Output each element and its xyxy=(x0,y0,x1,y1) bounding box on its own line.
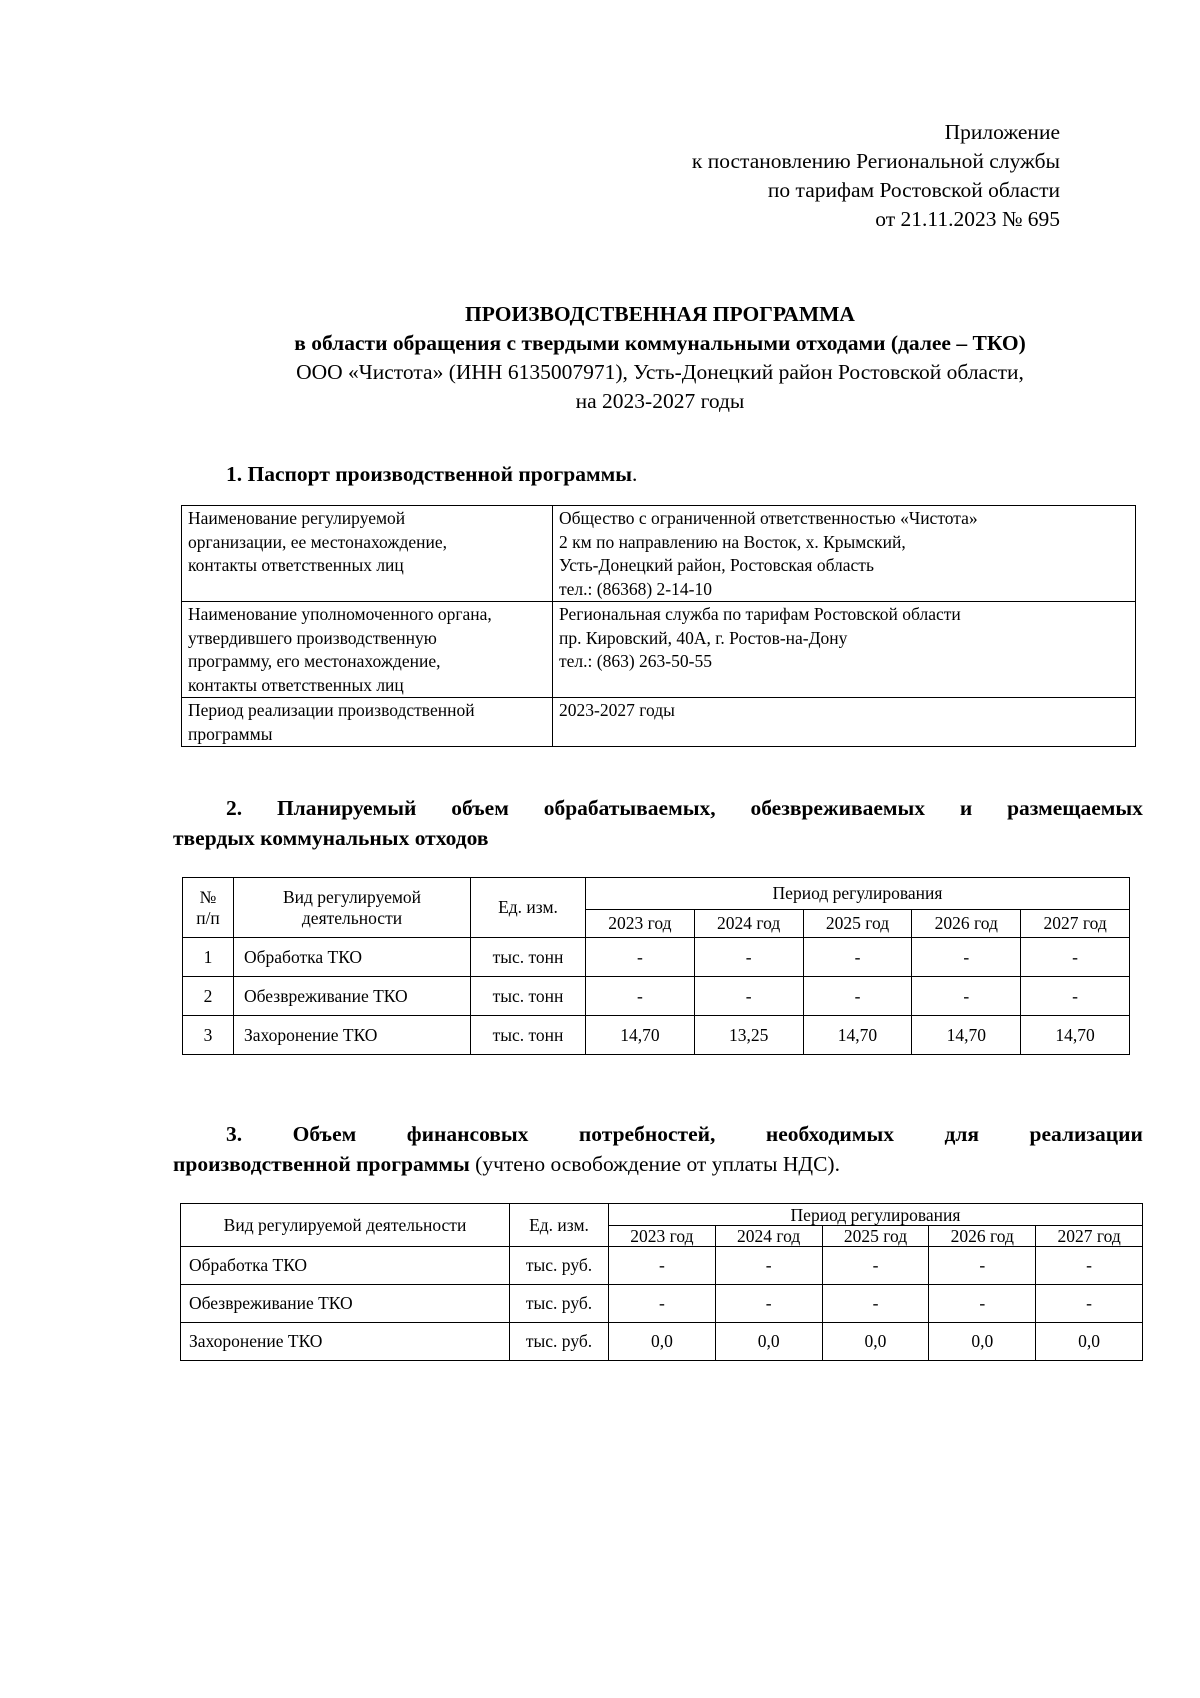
row-number: 1 xyxy=(183,938,234,977)
row-value: 0,0 xyxy=(1036,1323,1143,1361)
section3-title-word: реализации xyxy=(1029,1122,1143,1146)
table-row xyxy=(181,1285,1143,1323)
row-value: - xyxy=(715,1285,822,1323)
passport-row xyxy=(182,506,1136,602)
table-row xyxy=(183,938,1130,977)
row-value: - xyxy=(912,977,1021,1016)
passport-label-cell xyxy=(182,698,553,747)
table-row xyxy=(181,1247,1143,1285)
document-organization: ООО «Чистота» (ИНН 6135007971), Усть-Донецкий район Ростовской области, xyxy=(296,360,1024,384)
row-value: 14,70 xyxy=(586,1016,695,1055)
passport-value-line: 2 км по направлению на Восток, х. Крымский, xyxy=(559,531,906,552)
row-value: - xyxy=(694,938,803,977)
passport-label-line: утвердившего производственную xyxy=(188,627,437,648)
volume-year-header: 2027 год xyxy=(1021,910,1130,938)
section3-title-word: Объем xyxy=(292,1122,357,1146)
appendix-line: к постановлению Региональной службы xyxy=(691,149,1060,173)
volume-table-header-num xyxy=(183,878,234,938)
row-value: - xyxy=(586,938,695,977)
passport-value-line: Региональная служба по тарифам Ростовской области xyxy=(559,604,961,624)
section3-title-line2 xyxy=(173,1149,1143,1179)
section1-title-text: 1. Паспорт производственной программы xyxy=(226,462,633,486)
passport-label-cell xyxy=(182,506,553,602)
passport-value-cell xyxy=(553,602,1136,698)
row-activity: Захоронение ТКО xyxy=(181,1323,510,1361)
header-num-line: № xyxy=(199,886,217,907)
row-activity: Обработка ТКО xyxy=(234,938,471,977)
row-value: - xyxy=(694,977,803,1016)
row-value: - xyxy=(1021,938,1130,977)
section2-title-word: обрабатываемых, xyxy=(543,796,716,820)
row-value: - xyxy=(1036,1247,1143,1285)
passport-row xyxy=(182,698,1136,747)
passport-row xyxy=(182,602,1136,698)
passport-value-cell xyxy=(553,698,1136,747)
section2-title-word: и xyxy=(959,796,973,820)
row-value: - xyxy=(609,1285,716,1323)
finance-table-header-unit: Ед. изм. xyxy=(510,1204,609,1247)
row-value: - xyxy=(715,1247,822,1285)
passport-label-line: контакты ответственных лиц xyxy=(188,555,404,575)
row-value: - xyxy=(586,977,695,1016)
row-value: 0,0 xyxy=(609,1323,716,1361)
row-value: - xyxy=(929,1285,1036,1323)
row-value: 13,25 xyxy=(694,1016,803,1055)
row-value: - xyxy=(1036,1285,1143,1323)
section2-title-word: Планируемый xyxy=(276,796,417,820)
row-value: 0,0 xyxy=(929,1323,1036,1361)
finance-year-header: 2027 год xyxy=(1036,1226,1143,1247)
passport-table xyxy=(181,505,1136,747)
row-value: 14,70 xyxy=(803,1016,912,1055)
document-heading xyxy=(0,300,1200,416)
volume-table-header-unit: Ед. изм. xyxy=(471,878,586,938)
passport-value-line: пр. Кировский, 40А, г. Ростов-на-Дону xyxy=(559,627,848,648)
section3-title-word: 3. xyxy=(226,1122,243,1146)
row-value: 14,70 xyxy=(1021,1016,1130,1055)
finance-table-header-activity: Вид регулируемой деятельности xyxy=(181,1204,510,1247)
row-activity: Захоронение ТКО xyxy=(234,1016,471,1055)
header-activity-line: деятельности xyxy=(301,907,403,928)
section2-title-word: размещаемых xyxy=(1007,796,1143,820)
passport-label-line: программы xyxy=(188,723,273,744)
row-unit: тыс. тонн xyxy=(471,1016,586,1055)
section2-title-word: объем xyxy=(451,796,509,820)
section2-title-word: обезвреживаемых xyxy=(750,796,926,820)
passport-label-line: программу, его местонахождение, xyxy=(188,651,441,671)
passport-label-line: организации, ее местонахождение, xyxy=(188,531,447,552)
volume-table xyxy=(182,877,1130,1055)
section3-title-word: потребностей, xyxy=(578,1122,716,1146)
section3-title-word: необходимых xyxy=(765,1122,894,1146)
finance-table xyxy=(180,1203,1143,1361)
section3-title-word: финансовых xyxy=(406,1122,529,1146)
section2-title xyxy=(173,793,1143,853)
document-title: ПРОИЗВОДСТВЕННАЯ ПРОГРАММА xyxy=(465,302,855,326)
passport-value-line: тел.: (86368) 2-14-10 xyxy=(559,578,712,599)
section3-title xyxy=(173,1119,1143,1179)
row-activity: Обработка ТКО xyxy=(181,1247,510,1285)
section2-title-line1 xyxy=(173,793,1143,823)
appendix-line: по тарифам Ростовской области xyxy=(767,178,1060,202)
volume-year-header: 2024 год xyxy=(694,910,803,938)
row-value: - xyxy=(1021,977,1130,1016)
row-unit: тыс. руб. xyxy=(510,1247,609,1285)
passport-label-line: Период реализации производственной xyxy=(188,700,475,720)
section1-title-dot: . xyxy=(632,462,638,486)
table-row xyxy=(183,977,1130,1016)
section1-title xyxy=(226,462,637,487)
row-unit: тыс. тонн xyxy=(471,977,586,1016)
row-value: - xyxy=(609,1247,716,1285)
finance-year-header: 2023 год xyxy=(609,1226,716,1247)
section3-title-bold: производственной программы xyxy=(173,1152,470,1176)
document-period: на 2023-2027 годы xyxy=(575,389,745,413)
row-activity: Обезвреживание ТКО xyxy=(181,1285,510,1323)
passport-value-line: Общество с ограниченной ответственностью «Чистота» xyxy=(559,508,978,528)
finance-year-header: 2026 год xyxy=(929,1226,1036,1247)
row-number: 3 xyxy=(183,1016,234,1055)
volume-table-header-period: Период регулирования xyxy=(586,878,1130,910)
passport-label-line: Наименование уполномоченного органа, xyxy=(188,604,492,624)
section2-title-word: 2. xyxy=(226,796,243,820)
passport-label-line: контакты ответственных лиц xyxy=(188,674,404,695)
appendix-line: Приложение xyxy=(944,120,1060,144)
row-value: 0,0 xyxy=(822,1323,929,1361)
section3-title-rest: (учтено освобождение от уплаты НДС). xyxy=(469,1152,840,1176)
finance-year-header: 2025 год xyxy=(822,1226,929,1247)
passport-label-cell xyxy=(182,602,553,698)
passport-value-cell xyxy=(553,506,1136,602)
document-subtitle: в области обращения с твердыми коммунальными отходами (далее – ТКО) xyxy=(294,331,1026,355)
row-value: 14,70 xyxy=(912,1016,1021,1055)
volume-year-header: 2025 год xyxy=(803,910,912,938)
row-activity: Обезвреживание ТКО xyxy=(234,977,471,1016)
volume-year-header: 2026 год xyxy=(912,910,1021,938)
passport-value-line: тел.: (863) 263-50-55 xyxy=(559,651,712,671)
row-value: - xyxy=(803,977,912,1016)
header-num-line: п/п xyxy=(196,907,220,928)
appendix-line: от 21.11.2023 № 695 xyxy=(875,207,1060,231)
row-value: - xyxy=(822,1285,929,1323)
row-value: - xyxy=(803,938,912,977)
row-unit: тыс. тонн xyxy=(471,938,586,977)
table-row xyxy=(181,1323,1143,1361)
row-value: - xyxy=(822,1247,929,1285)
row-value: - xyxy=(929,1247,1036,1285)
header-activity-line: Вид регулируемой xyxy=(282,886,422,907)
row-value: - xyxy=(912,938,1021,977)
section2-title-line2: твердых коммунальных отходов xyxy=(173,826,489,850)
row-number: 2 xyxy=(183,977,234,1016)
row-value: 0,0 xyxy=(715,1323,822,1361)
appendix-header xyxy=(692,118,1060,234)
table-row xyxy=(183,1016,1130,1055)
finance-table-header-period: Период регулирования xyxy=(609,1204,1143,1226)
row-unit: тыс. руб. xyxy=(510,1323,609,1361)
passport-label-line: Наименование регулируемой xyxy=(188,508,406,528)
row-unit: тыс. руб. xyxy=(510,1285,609,1323)
section3-title-line1 xyxy=(173,1119,1143,1149)
passport-value-line: Усть-Донецкий район, Ростовская область xyxy=(559,555,874,575)
passport-value-line: 2023-2027 годы xyxy=(559,700,675,720)
volume-year-header: 2023 год xyxy=(586,910,695,938)
finance-year-header: 2024 год xyxy=(715,1226,822,1247)
volume-table-header-activity xyxy=(234,878,471,938)
section3-title-word: для xyxy=(944,1122,980,1146)
